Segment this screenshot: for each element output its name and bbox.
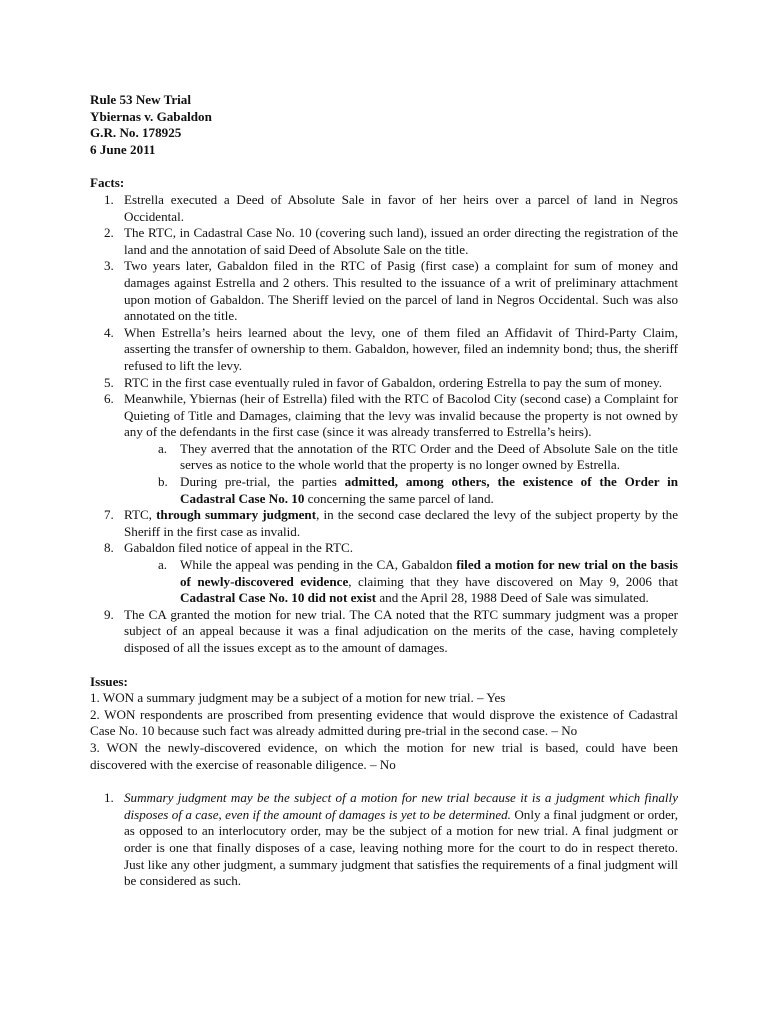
fact-text: RTC in the first case eventually ruled in favor of Gabaldon, ordering Estrella to pay the sum of money. [124, 374, 662, 390]
fact-item: 4. When Estrella’s heirs learned about the levy, one of them filed an Affidavit of Third-Party Claim, asserting the transfer of ownership to them. Gabaldon, however, filed an indemnity bond; thus, the sheriff refused to lift the levy. [104, 324, 678, 373]
fact-subitem: a. While the appeal was pending in the CA, Gabaldon filed a motion for new trial on the basis of newly-discovered evidence, claiming that they have discovered on May 9, 2006 that Cadastral Case No. 10 did not exist and the April 28, 1988 Deed of Sale was simulated. [158, 557, 678, 606]
fact-subitem: a. They averred that the annotation of the RTC Order and the Deed of Absolute Sale on the title serves as notice to the whole world that the property is no longer owned by Estrella. [158, 440, 678, 473]
emphasis: admitted, among others, the existence of the Order in Cadastral Case No. 10 [180, 474, 678, 506]
issue-item: 3. WON the newly-discovered evidence, on which the motion for new trial is based, could have been discovered with the exercise of reasonable diligence. – No [90, 739, 678, 772]
fact-subitem: b. During pre-trial, the parties admitted, among others, the existence of the Order in Cadastral Case No. 10 concerning the same parcel of land. [158, 474, 678, 506]
issue-item: 2. WON respondents are proscribed from presenting evidence that would disprove the existence of Cadastral Case No. 10 because such fact was already admitted during pre-trial in the second case. – No [90, 706, 678, 739]
case-title: Ybiernas v. Gabaldon [90, 108, 212, 124]
emphasis: through summary judgment [156, 507, 317, 523]
fact-item: 2. The RTC, in Cadastral Case No. 10 (covering such land), issued an order directing the registration of the land and the annotation of said Deed of Absolute Sale on the title. [104, 225, 678, 257]
issue-item: 1. WON a summary judgment may be a subject of a motion for new trial. – Yes [90, 690, 506, 706]
emphasis: Cadastral Case No. 10 did not exist [180, 590, 377, 606]
fact-item: 1. Estrella executed a Deed of Absolute Sale in favor of her heirs over a parcel of land in Negros Occidental. [104, 191, 678, 224]
case-header [90, 92, 678, 158]
facts-list-final [90, 607, 678, 657]
fact-item: 3. Two years later, Gabaldon filed in the RTC of Pasig (first case) a complaint for sum of money and damages against Estrella and 2 others. This resulted to the issuance of a writ of preliminary attachment upon motion of Gabaldon. The Sheriff levied on the parcel of land in Negros Occidental. Such was also annotated on the title. [104, 258, 678, 324]
facts-list-continued [90, 507, 678, 557]
fact-text: The RTC, in Cadastral Case No. 10 (covering such land), issued an order directing the registration of the land and the annotation of said Deed of Absolute Sale on the title. [124, 225, 678, 257]
fact-item: 8. Gabaldon filed notice of appeal in the RTC. [104, 540, 354, 556]
document-body [90, 92, 678, 890]
fact-subitem-text: They averred that the annotation of the RTC Order and the Deed of Absolute Sale on the title serves as notice to the whole world that the property is no longer owned by Estrella. [180, 440, 678, 473]
emphasis: filed a motion for new trial on the basis of newly-discovered evidence [180, 557, 678, 589]
fact-text: Meanwhile, Ybiernas (heir of Estrella) filed with the RTC of Bacolod City (second case) a Complaint for Quieting of Title and Damages, claiming that the levy was invalid because the property is not owned by any of the defendants in the first case (since it was already transferred to Estrella’s heirs). [124, 391, 678, 440]
gr-number: G.R. No. 178925 [90, 125, 182, 141]
ruling-holding: Summary judgment may be the subject of a motion for new trial because it is a judgment which finally disposes of a case, even if the amount of damages is yet to be determined. [124, 790, 678, 822]
fact-item: 7. RTC, through summary judgment, in the second case declared the levy of the subject property by the Sheriff in the first case as invalid. [104, 507, 679, 539]
fact-text: The CA granted the motion for new trial. The CA noted that the RTC summary judgment was a proper subject of an appeal because it was a final adjudication on the merits of the case, having completely disposed of all the issues except as to the amount of damages. [124, 606, 678, 655]
fact-text: When Estrella’s heirs learned about the levy, one of them filed an Affidavit of Third-Party Claim, asserting the transfer of ownership to them. Gabaldon, however, filed an indemnity bond; thus, the sheriff refused to lift the levy. [124, 324, 678, 373]
rule-title: Rule 53 New Trial [90, 92, 191, 107]
fact-text: Two years later, Gabaldon filed in the RTC of Pasig (first case) a complaint for sum of money and damages against Estrella and 2 others. This resulted to the issuance of a writ of preliminary attachment upon motion of Gabaldon. The Sheriff levied on the parcel of land in Negros Occidental. Such was also annotated on the title. [124, 258, 678, 324]
fact-text: Estrella executed a Deed of Absolute Sale in favor of her heirs over a parcel of land in Negros Occidental. [124, 191, 678, 224]
ruling-item: 1. Summary judgment may be the subject of a motion for new trial because it is a judgment which finally disposes of a case, even if the amount of damages is yet to be determined. Only a final judgment or order, as opposed to an interlocutory order, may be the subject of a motion for new trial. A final judgment or order is one that finally disposes of a case, leaving nothing more for the court to do in respect thereto. Just like any other judgment, a summary judgment that satisfies the requirements of a final judgment will be considered as such. [104, 790, 678, 889]
ruling-text: Only a final judgment or order, as opposed to an interlocutory order, may be the subject of a motion for new trial. A final judgment or order is one that finally disposes of a case, leaving nothing more for the court to do in respect thereto. Just like any other judgment, a summary judgment that satisfies the requirements of a final judgment will be considered as such. [124, 806, 678, 889]
fact-item: 9. The CA granted the motion for new trial. The CA noted that the RTC summary judgment was a proper subject of an appeal because it was a final adjudication on the merits of the case, having completely disposed of all the issues except as to the amount of damages. [104, 606, 678, 655]
fact-item: 6. Meanwhile, Ybiernas (heir of Estrella) filed with the RTC of Bacolod City (second case) a Complaint for Quieting of Title and Damages, claiming that the levy was invalid because the property is not owned by any of the defendants in the first case (since it was already transferred to Estrella’s heirs). [104, 391, 678, 440]
facts-heading: Facts: [90, 175, 125, 191]
fact-text: Gabaldon filed notice of appeal in the RTC. [124, 540, 354, 556]
facts-list [90, 192, 678, 441]
issues-heading: Issues: [90, 673, 128, 689]
decision-date: 6 June 2011 [90, 141, 156, 157]
fact-item: 5. RTC in the first case eventually ruled in favor of Gabaldon, ordering Estrella to pay the sum of money. [104, 374, 662, 390]
